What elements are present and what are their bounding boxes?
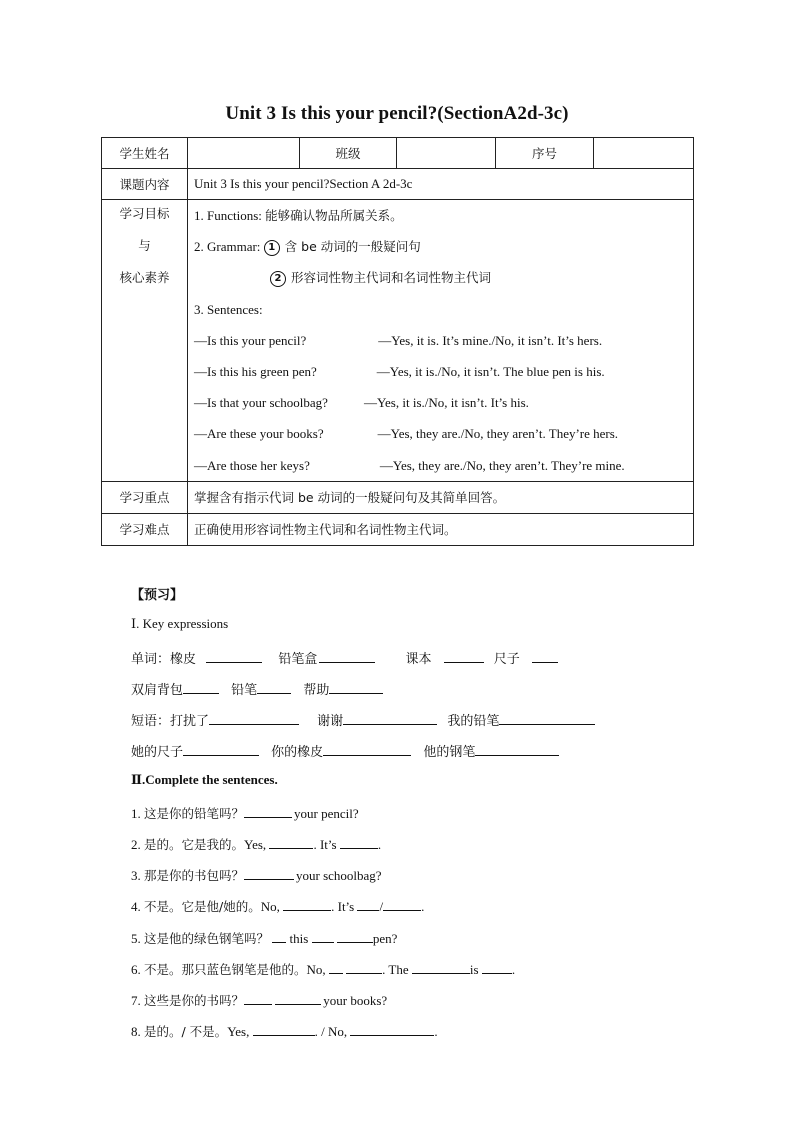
sentence-english: this (289, 931, 309, 946)
answer-blank[interactable] (272, 931, 286, 943)
sentence-english: . (421, 899, 425, 914)
phrases-line-2 (131, 741, 559, 760)
objectives-label-line-2: 与 (138, 238, 151, 253)
dialogue-4 (194, 418, 687, 449)
seat-number-label: 序号 (496, 138, 594, 169)
difficulties-row (102, 513, 694, 545)
difficulties-label: 学习难点 (102, 513, 188, 545)
sentence-5 (131, 929, 397, 947)
word-item: 双肩背包 (131, 683, 184, 698)
phrases-prefix: 短语： (131, 714, 171, 729)
answer-blank[interactable] (329, 962, 343, 974)
sentence-english: pen? (372, 931, 398, 946)
dialogue-question: —Is that your schoolbag? (194, 395, 328, 411)
answer-blank[interactable] (183, 744, 259, 756)
sentence-english: . It’s (331, 899, 355, 914)
answer-blank[interactable] (340, 837, 378, 849)
topic-value: Unit 3 Is this your pencil?Section A 2d-3c (188, 169, 694, 200)
difficulties-value: 正确使用形容词性物主代词和名词性物主代词。 (188, 513, 694, 545)
key-points-row (102, 481, 694, 513)
sentence-number: 4. (131, 899, 141, 914)
student-name-label: 学生姓名 (102, 138, 188, 169)
objectives-row (102, 200, 694, 482)
answer-blank[interactable] (209, 713, 299, 725)
sentence-3 (131, 866, 382, 884)
objectives-label-line-1: 学习目标 (119, 206, 170, 221)
sentence-english: . (377, 837, 382, 852)
answer-blank[interactable] (183, 682, 219, 694)
answer-blank[interactable] (275, 993, 321, 1005)
phrase-item: 谢谢 (317, 714, 344, 729)
sentence-number: 8. (131, 1024, 141, 1039)
answer-blank[interactable] (244, 993, 272, 1005)
sentence-4 (131, 897, 424, 915)
grammar-line (194, 231, 687, 262)
word-item: 铅笔盒 (278, 652, 318, 667)
objectives-label (102, 200, 188, 482)
circled-number-two: 2 (270, 271, 286, 287)
answer-blank[interactable] (412, 962, 470, 974)
answer-blank[interactable] (532, 651, 558, 663)
sentence-english: . (511, 962, 516, 977)
answer-blank[interactable] (283, 899, 331, 911)
sentence-2 (131, 835, 381, 853)
answer-blank[interactable] (482, 962, 512, 974)
sentence-number: 1. (131, 806, 141, 821)
answer-blank[interactable] (444, 651, 484, 663)
class-label: 班级 (300, 138, 397, 169)
phrases-line-1 (131, 710, 595, 729)
answer-blank[interactable] (257, 682, 291, 694)
sentence-number: 7. (131, 993, 141, 1008)
answer-blank[interactable] (323, 744, 411, 756)
circled-number-one: 1 (264, 240, 280, 256)
word-item: 铅笔 (231, 683, 258, 698)
preview-header: 【预习】 (131, 588, 184, 603)
sentence-english: . It’s (313, 837, 337, 852)
sentence-chinese: 那是你的书包吗？ (144, 868, 245, 883)
answer-blank[interactable] (329, 682, 383, 694)
sentence-chinese: 是的。它是我的。 (144, 837, 245, 852)
sentence-english: / (379, 899, 384, 914)
answer-blank[interactable] (244, 806, 292, 818)
sentence-english: Yes, (244, 837, 267, 852)
phrase-item: 打扰了 (170, 714, 210, 729)
dialogue-answer: —Yes, it is./No, it isn’t. The blue pen is his. (376, 363, 605, 379)
sentence-english: No, (306, 962, 326, 977)
page-title: Unit 3 Is this your pencil?(SectionA2d-3c) (225, 103, 569, 124)
answer-blank[interactable] (346, 962, 382, 974)
phrase-item: 我的铅笔 (447, 714, 500, 729)
sentence-1 (131, 804, 359, 822)
key-points-value: 掌握含有指示代词 be 动词的一般疑问句及其简单回答。 (188, 481, 694, 513)
sentence-number: 5. (131, 931, 141, 946)
dialogue-2 (194, 356, 687, 387)
answer-blank[interactable] (350, 1024, 434, 1036)
sentence-6 (131, 960, 515, 978)
dialogue-answer: —Yes, it is./No, it isn’t. It’s his. (363, 395, 529, 411)
sentence-english: your pencil? (294, 806, 359, 821)
dialogue-answer: —Yes, they are./No, they aren’t. They’re mine. (379, 457, 625, 473)
answer-blank[interactable] (244, 868, 294, 880)
answer-blank[interactable] (499, 713, 595, 725)
word-item: 课本 (405, 652, 432, 667)
student-info-row (102, 138, 694, 169)
answer-blank[interactable] (343, 713, 437, 725)
key-points-label: 学习重点 (102, 481, 188, 513)
word-item: 橡皮 (170, 652, 197, 667)
word-item: 尺子 (493, 652, 520, 667)
word-item: 帮助 (303, 683, 330, 698)
sentence-english: your books? (323, 993, 388, 1008)
sentence-english: No, (260, 899, 280, 914)
sentence-8 (131, 1022, 438, 1040)
grammar-item-2: 形容词性物主代词和名词性物主代词 (291, 270, 492, 286)
functions-prefix: 1. Functions: (194, 208, 262, 223)
objectives-label-line-3: 核心素养 (119, 270, 170, 285)
objectives-content (188, 200, 694, 482)
topic-row (102, 169, 694, 200)
answer-blank[interactable] (383, 899, 421, 911)
phrase-item: 你的橡皮 (271, 745, 324, 760)
sentence-number: 2. (131, 837, 141, 852)
words-line-2 (131, 679, 383, 698)
key-expressions-title: Ⅰ. Key expressions (131, 616, 229, 631)
answer-blank[interactable] (475, 744, 559, 756)
answer-blank[interactable] (337, 931, 373, 943)
dialogue-question: —Are those her keys? (194, 457, 310, 473)
dialogue-question: —Is this his green pen? (194, 363, 317, 379)
sentence-chinese: 不是。它是他/她的。 (144, 899, 261, 914)
seat-number-cell[interactable] (594, 138, 694, 169)
sentence-chinese: 这是你的铅笔吗？ (144, 806, 245, 821)
complete-sentences-title: Ⅱ.Complete the sentences. (131, 772, 278, 787)
sentence-chinese: 这些是你的书吗？ (144, 993, 245, 1008)
lesson-info-table (101, 137, 694, 546)
phrase-item: 她的尺子 (131, 745, 184, 760)
dialogue-3 (194, 387, 687, 418)
sentence-chinese: 是的。/ 不是。 (144, 1024, 228, 1039)
functions-line (194, 200, 687, 231)
grammar-prefix: 2. Grammar: (194, 239, 261, 255)
answer-blank[interactable] (319, 651, 375, 663)
phrase-item: 他的钢笔 (423, 745, 476, 760)
grammar-item-1: 含 be 动词的一般疑问句 (284, 239, 421, 255)
sentences-title: 3. Sentences: (194, 301, 263, 317)
sentence-english: . (434, 1024, 438, 1039)
words-line-1 (131, 648, 558, 667)
functions-text: 能够确认物品所属关系。 (265, 208, 403, 223)
dialogue-1 (194, 325, 687, 356)
dialogue-question: —Is this your pencil? (194, 332, 307, 348)
sentence-english: . The (382, 962, 409, 977)
sentence-number: 3. (131, 868, 141, 883)
answer-blank[interactable] (253, 1024, 315, 1036)
student-name-cell[interactable] (188, 138, 300, 169)
sentence-chinese: 不是。那只蓝色钢笔是他的。 (144, 962, 307, 977)
topic-label: 课题内容 (102, 169, 188, 200)
answer-blank[interactable] (269, 837, 313, 849)
sentence-english: your schoolbag? (296, 868, 382, 883)
sentence-number: 6. (131, 962, 141, 977)
class-cell[interactable] (397, 138, 496, 169)
sentence-english: is (469, 962, 479, 977)
sentence-english: . / No, (314, 1024, 348, 1039)
answer-blank[interactable] (206, 651, 262, 663)
dialogue-answer: —Yes, it is. It’s mine./No, it isn’t. It’s hers. (378, 332, 603, 348)
dialogue-5 (194, 450, 687, 481)
words-prefix: 单词： (131, 652, 171, 667)
sentence-chinese: 这是他的绿色钢笔吗？ (144, 931, 270, 946)
dialogue-question: —Are these your books? (194, 426, 324, 442)
answer-blank[interactable] (357, 899, 379, 911)
sentence-7 (131, 991, 387, 1009)
dialogue-answer: —Yes, they are./No, they aren’t. They’re hers. (377, 426, 619, 442)
grammar-line-2 (194, 262, 687, 293)
answer-blank[interactable] (312, 931, 334, 943)
sentence-english: Yes, (227, 1024, 250, 1039)
